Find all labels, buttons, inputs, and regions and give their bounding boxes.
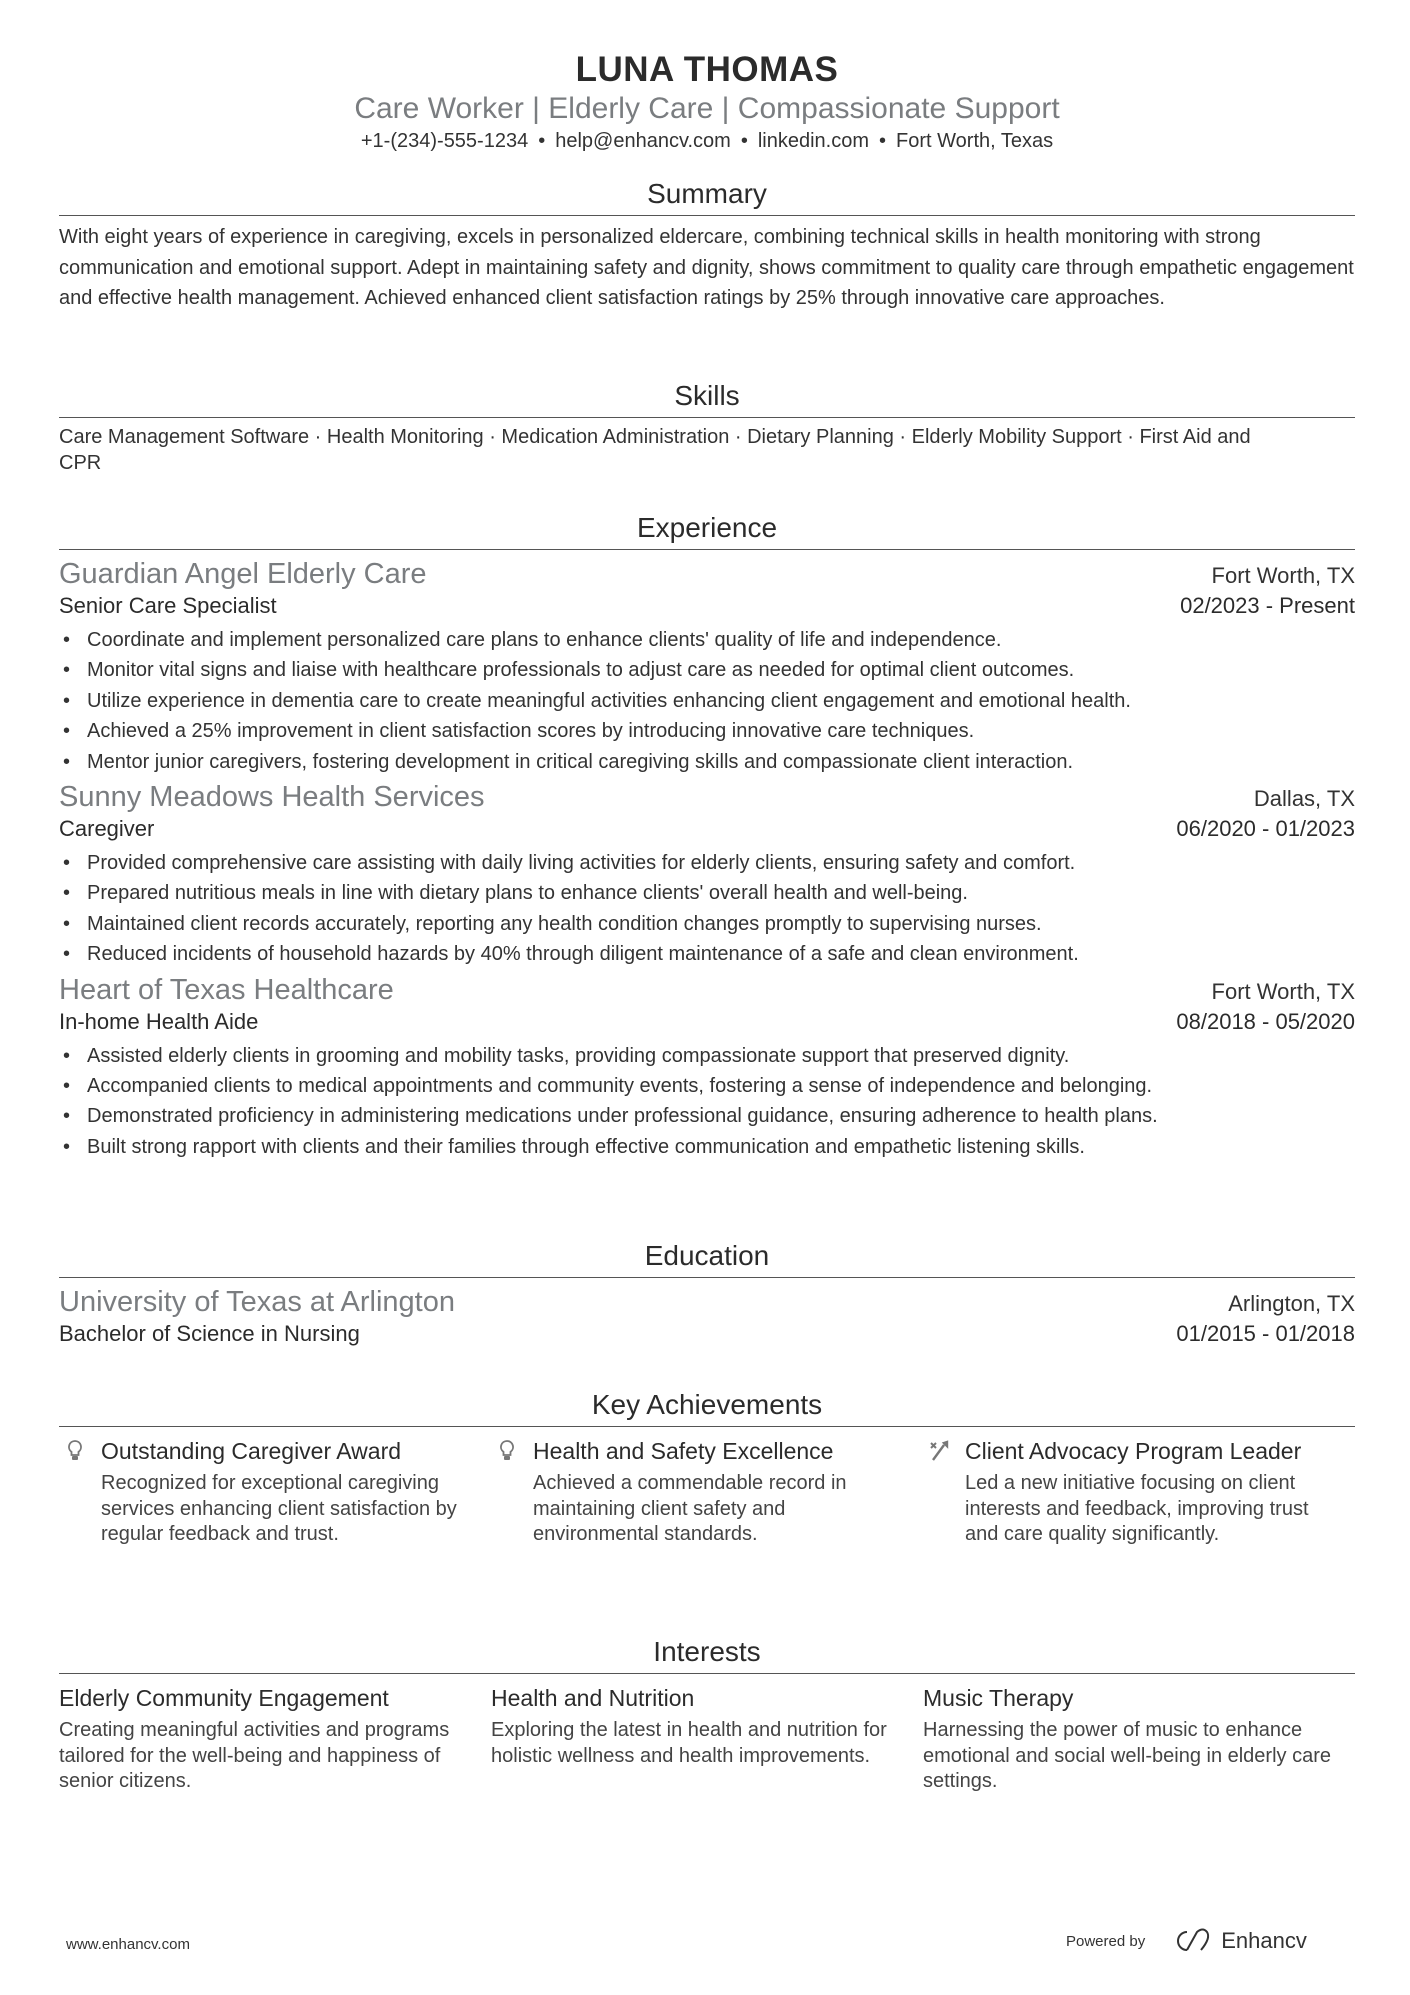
phone: +1-(234)-555-1234 [360, 130, 529, 152]
bullet-item: • Achieved a 25% improvement in client satisfaction scores by introducing innovative care techniques. [59, 716, 1355, 746]
bullet-item: • Coordinate and implement personalized care plans to enhance clients' quality of life and independence. [59, 625, 1355, 655]
skills-text: Care Management Software · Health Monitoring · Medication Administration · Dietary Planning · Elderly Mobility Support · First Aid and CPR [59, 426, 1251, 474]
interest-desc: Creating meaningful activities and programs tailored for the well-being and happiness of senior citizens. [59, 1719, 450, 1792]
bullet-item: • Provided comprehensive care assisting with daily living activities for elderly clients, ensuring safety and comfort. [59, 848, 1355, 878]
interest-title: Elderly Community Engagement [59, 1685, 389, 1711]
email-link[interactable]: help@enhancv.com [555, 130, 731, 152]
section-heading: Key Achievements [59, 1389, 1355, 1427]
section-heading: Skills [59, 380, 1355, 418]
achievement-desc: Led a new initiative focusing on client interests and feedback, improving trust and care quality significantly. [965, 1472, 1309, 1545]
candidate-title: Care Worker | Elderly Care | Compassionate Support [354, 92, 1060, 125]
candidate-name: LUNA THOMAS [575, 50, 839, 89]
contact-line [59, 130, 1355, 153]
footer-branding [1066, 1928, 1307, 1954]
job-bullets [59, 625, 1355, 777]
skills-section [59, 380, 1355, 476]
lightbulb-icon [495, 1439, 519, 1463]
bullet-item: • Built strong rapport with clients and their families through effective communication and empathetic listening skills. [59, 1132, 1355, 1162]
company-name: Heart of Texas Healthcare [59, 973, 394, 1006]
job-entry [59, 781, 1355, 970]
job-role: Caregiver [59, 816, 155, 842]
bullet-item: • Mentor junior caregivers, fostering development in critical caregiving skills and compassionate client interaction. [59, 747, 1355, 777]
interest-item [59, 1684, 491, 1795]
interest-item [923, 1684, 1355, 1795]
summary-text: With eight years of experience in caregiving, excels in personalized eldercare, combining technical skills in health monitoring with strong communication and emotional support. Adept in maintaining safety and dignity, shows commitment to quality care through empathetic engagement and effective health management. Achieved enhanced client satisfaction ratings by 25% through innovative care approaches. [59, 226, 1354, 309]
section-heading: Experience [59, 512, 1355, 550]
powered-by-label: Powered by [1066, 1932, 1146, 1950]
bullet-item: • Prepared nutritious meals in line with dietary plans to enhance clients' overall health and well-being. [59, 878, 1355, 908]
achievement-item [59, 1437, 491, 1548]
interests-section [59, 1636, 1355, 1795]
job-location: Fort Worth, TX [1211, 563, 1355, 588]
achievement-item [923, 1437, 1355, 1548]
job-entry [59, 558, 1355, 777]
bullet-item: • Maintained client records accurately, reporting any health condition changes promptly to supervising nurses. [59, 909, 1355, 939]
bullet-item: • Monitor vital signs and liaise with healthcare professionals to adjust care as needed for optimal client outcomes. [59, 655, 1355, 685]
experience-section [59, 512, 1355, 1162]
tools-icon [927, 1439, 951, 1463]
education-section [59, 1240, 1355, 1347]
achievement-desc: Achieved a commendable record in maintaining client safety and environmental standards. [533, 1472, 847, 1545]
achievement-item [491, 1437, 923, 1548]
section-heading: Education [59, 1240, 1355, 1278]
interest-desc: Harnessing the power of music to enhance emotional and social well-being in elderly care settings. [923, 1719, 1331, 1792]
school-name: University of Texas at Arlington [59, 1286, 455, 1318]
job-bullets [59, 1041, 1355, 1163]
interest-title: Health and Nutrition [491, 1685, 695, 1711]
job-dates: 06/2020 - 01/2023 [1176, 816, 1355, 842]
degree: Bachelor of Science in Nursing [59, 1321, 360, 1346]
brand-name: Enhancv [1221, 1928, 1307, 1953]
company-name: Guardian Angel Elderly Care [59, 558, 427, 590]
footer-website[interactable]: www.enhancv.com [66, 1936, 190, 1953]
bullet-item: • Demonstrated proficiency in administering medications under professional guidance, ensuring adherence to health plans. [59, 1101, 1355, 1131]
job-entry [59, 974, 1355, 1163]
linkedin-link[interactable]: linkedin.com [757, 130, 870, 152]
summary-section [59, 178, 1355, 314]
job-role: Senior Care Specialist [59, 593, 277, 618]
section-heading: Interests [59, 1636, 1355, 1674]
job-dates: 02/2023 - Present [1180, 593, 1355, 618]
achievement-title: Client Advocacy Program Leader [965, 1438, 1302, 1464]
separator: • [879, 130, 887, 152]
enhancv-logo-icon [1171, 1928, 1215, 1954]
lightbulb-icon [63, 1439, 87, 1463]
interest-desc: Exploring the latest in health and nutrition for holistic wellness and health improvements. [491, 1719, 887, 1767]
achievement-title: Health and Safety Excellence [533, 1438, 834, 1464]
achievements-section [59, 1389, 1355, 1548]
job-location: Dallas, TX [1253, 786, 1355, 812]
interest-title: Music Therapy [923, 1685, 1074, 1711]
bullet-item: • Assisted elderly clients in grooming and mobility tasks, providing compassionate support that preserved dignity. [59, 1041, 1355, 1071]
section-heading: Summary [59, 178, 1355, 216]
job-role: In-home Health Aide [59, 1008, 259, 1034]
location: Fort Worth, Texas [896, 130, 1054, 152]
separator: • [538, 130, 546, 152]
achievement-title: Outstanding Caregiver Award [101, 1438, 402, 1464]
bullet-item: • Accompanied clients to medical appointments and community events, fostering a sense of independence and belonging. [59, 1071, 1355, 1101]
job-dates: 08/2018 - 05/2020 [1176, 1008, 1355, 1034]
bullet-item: • Utilize experience in dementia care to create meaningful activities enhancing client engagement and emotional health. [59, 686, 1355, 716]
education-dates: 01/2015 - 01/2018 [1176, 1321, 1355, 1346]
job-location: Fort Worth, TX [1211, 978, 1355, 1004]
separator: • [740, 130, 748, 152]
bullet-item: • Reduced incidents of household hazards by 40% through diligent maintenance of a safe and clean environment. [59, 939, 1355, 969]
company-name: Sunny Meadows Health Services [59, 781, 485, 814]
interest-item [491, 1684, 923, 1795]
achievement-desc: Recognized for exceptional caregiving services enhancing client satisfaction by regular feedback and trust. [101, 1472, 457, 1545]
job-bullets [59, 848, 1355, 970]
school-location: Arlington, TX [1228, 1291, 1355, 1316]
